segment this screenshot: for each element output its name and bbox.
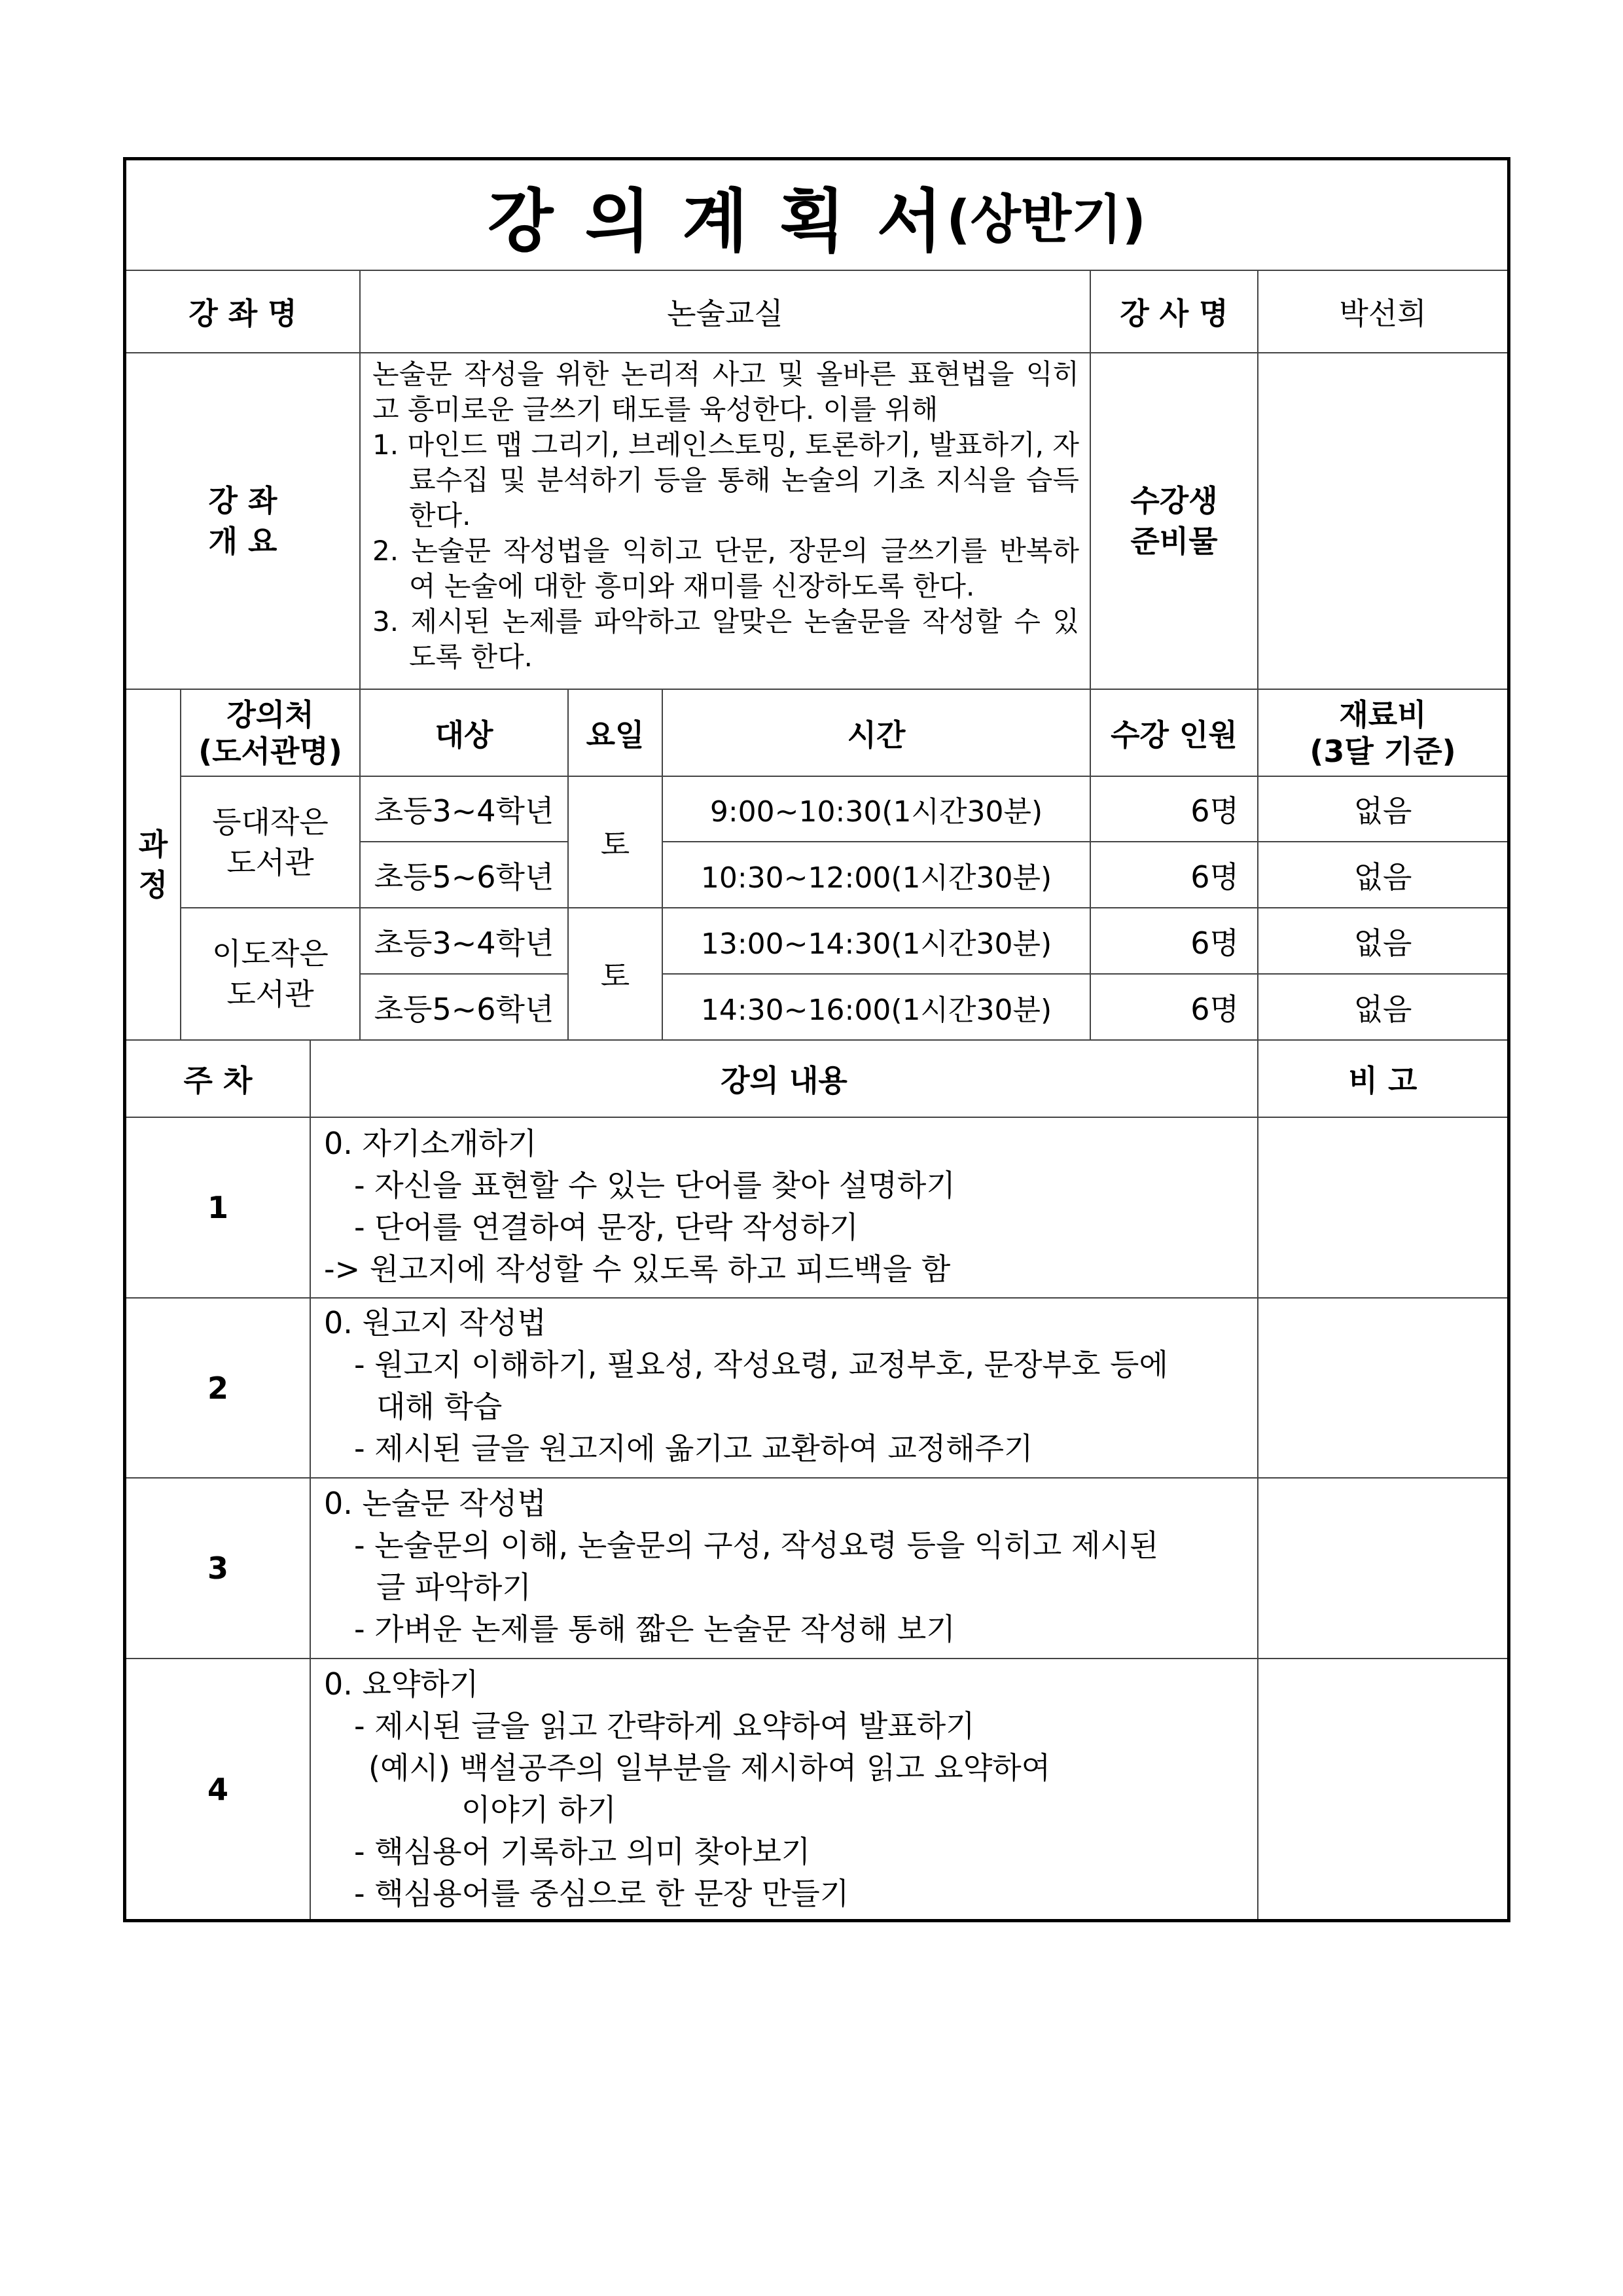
target-header: 대상: [435, 717, 493, 753]
lecture-plan-form: [123, 157, 1510, 1922]
week-line: - 핵심용어를 중심으로 한 문장 만들기: [354, 1876, 849, 1911]
page-title: [126, 160, 1507, 270]
week-note: [1258, 1118, 1507, 1297]
fee-header-line2: (3달 기준): [1310, 733, 1456, 769]
overview-label-line1: 강 좌: [208, 483, 277, 518]
venue-header-line2: (도서관명): [198, 733, 342, 769]
week-line: (예시) 백설공주의 일부분을 제시하여 읽고 요약하여: [368, 1750, 1051, 1785]
note-header: 비 고: [1348, 1063, 1418, 1098]
instructor-value: 박선희: [1339, 296, 1427, 331]
week-line: 0. 논술문 작성법: [324, 1486, 546, 1521]
row-time: 9:00~10:30(1시간30분): [709, 795, 1043, 829]
process-side-label-1: 과: [138, 827, 168, 862]
materials-label-line2: 준비물: [1130, 524, 1218, 559]
venue-name-line2: 도서관: [226, 977, 314, 1012]
row-fee: 없음: [1353, 991, 1412, 1027]
venue-day: 토: [600, 958, 630, 994]
venue-name-line1: 이도작은: [212, 936, 329, 971]
rule-v-schedule-week: [310, 1039, 311, 1919]
row-fee: 없음: [1353, 925, 1412, 961]
instructor-label: 강 사 명: [1120, 296, 1228, 331]
week-line: 대해 학습: [376, 1389, 503, 1424]
materials-value: [1258, 353, 1507, 689]
venue-name-line2: 도서관: [226, 844, 314, 880]
week-content: [324, 1122, 1247, 1290]
overview-item-1: 1. 마인드 맵 그리기, 브레인스토밍, 토론하기, 발표하기, 자료수집 및 분석하기 등을 통해 논술의 기초 지식을 습득한다.: [372, 429, 1079, 531]
row-capacity: 6명: [1190, 793, 1239, 829]
row-target: 초등3~4학년: [374, 793, 554, 829]
overview-text: [372, 357, 1079, 675]
materials-label: [1091, 353, 1257, 689]
overview-item-3: 3. 제시된 논제를 파악하고 알맞은 논술문을 작성할 수 있도록 한다.: [372, 605, 1079, 673]
week-number: 4: [207, 1771, 228, 1807]
fee-header: [1258, 690, 1507, 776]
row-capacity: 6명: [1190, 925, 1239, 961]
week-number: 2: [207, 1370, 228, 1406]
week-content: [324, 1482, 1247, 1650]
week-line: - 원고지 이해하기, 필요성, 작성요령, 교정부호, 문장부호 등에: [354, 1347, 1168, 1382]
time-header: 시간: [847, 717, 906, 753]
capacity-header: 수강 인원: [1111, 717, 1238, 753]
venue-header-line1: 강의처: [226, 696, 314, 732]
venue-header: [181, 690, 359, 776]
overview-item-2: 2. 논술문 작성법을 익히고 단문, 장문의 글쓰기를 반복하여 논술에 대한 흥미와 재미를 신장하도록 한다.: [372, 535, 1079, 602]
week-number: 1: [207, 1190, 228, 1225]
row-time: 14:30~16:00(1시간30분): [700, 993, 1052, 1027]
course-name-label: 강 좌 명: [188, 296, 297, 331]
row-target: 초등5~6학년: [374, 991, 554, 1027]
content-header: 강의 내용: [721, 1063, 847, 1098]
course-name-value: 논술교실: [667, 296, 783, 331]
process-side-label-2: 정: [138, 867, 168, 903]
row-capacity: 6명: [1190, 859, 1239, 895]
row-time: 10:30~12:00(1시간30분): [700, 861, 1052, 895]
week-line: - 가벼운 논제를 통해 짧은 논술문 작성해 보기: [354, 1611, 955, 1647]
page-title-main: 강 의 계 획 서: [487, 181, 947, 261]
overview-label-line2: 개 요: [208, 524, 277, 559]
week-line: - 논술문의 이해, 논술문의 구성, 작성요령 등을 익히고 제시된: [354, 1528, 1159, 1563]
week-content: [324, 1663, 1247, 1914]
week-note: [1258, 1299, 1507, 1477]
fee-header-line1: 재료비: [1339, 696, 1427, 732]
row-capacity: 6명: [1190, 991, 1239, 1027]
materials-label-line1: 수강생: [1130, 483, 1218, 518]
week-note: [1258, 1479, 1507, 1658]
week-line: -> 원고지에 작성할 수 있도록 하고 피드백을 함: [324, 1251, 951, 1287]
week-header: 주 차: [183, 1063, 253, 1098]
week-line: 글 파악하기: [376, 1570, 531, 1605]
overview-label: [126, 353, 359, 689]
week-line: 0. 자기소개하기: [324, 1126, 537, 1161]
week-line: - 핵심용어 기록하고 의미 찾아보기: [354, 1834, 811, 1869]
venue-name-line1: 등대작은: [212, 804, 329, 840]
venue-name: [181, 777, 359, 907]
week-line: - 제시된 글을 원고지에 옮기고 교환하여 교정해주기: [354, 1431, 1033, 1466]
week-line: - 단어를 연결하여 문장, 단락 작성하기: [354, 1210, 859, 1245]
page-title-sub: (상반기): [946, 189, 1147, 250]
day-header: 요일: [586, 717, 645, 753]
row-target: 초등3~4학년: [374, 925, 554, 961]
overview-intro: 논술문 작성을 위한 논리적 사고 및 올바른 표현법을 익히고 흥미로운 글쓰기 태도를 육성한다. 이를 위해: [372, 358, 1079, 425]
week-note: [1258, 1659, 1507, 1919]
week-line: 0. 원고지 작성법: [324, 1305, 546, 1340]
week-line: - 자신을 표현할 수 있는 단어를 찾아 설명하기: [354, 1168, 955, 1203]
week-number: 3: [207, 1551, 228, 1586]
row-fee: 없음: [1353, 793, 1412, 829]
week-content: [324, 1302, 1247, 1469]
row-time: 13:00~14:30(1시간30분): [700, 927, 1052, 961]
week-line: 0. 요약하기: [324, 1666, 479, 1702]
week-line: - 제시된 글을 읽고 간략하게 요약하여 발표하기: [354, 1708, 975, 1744]
venue-name: [181, 908, 359, 1039]
week-line: 이야기 하기: [461, 1792, 616, 1827]
venue-day: 토: [600, 826, 630, 862]
row-fee: 없음: [1353, 859, 1412, 895]
process-side-label: [126, 690, 180, 1039]
row-target: 초등5~6학년: [374, 859, 554, 895]
